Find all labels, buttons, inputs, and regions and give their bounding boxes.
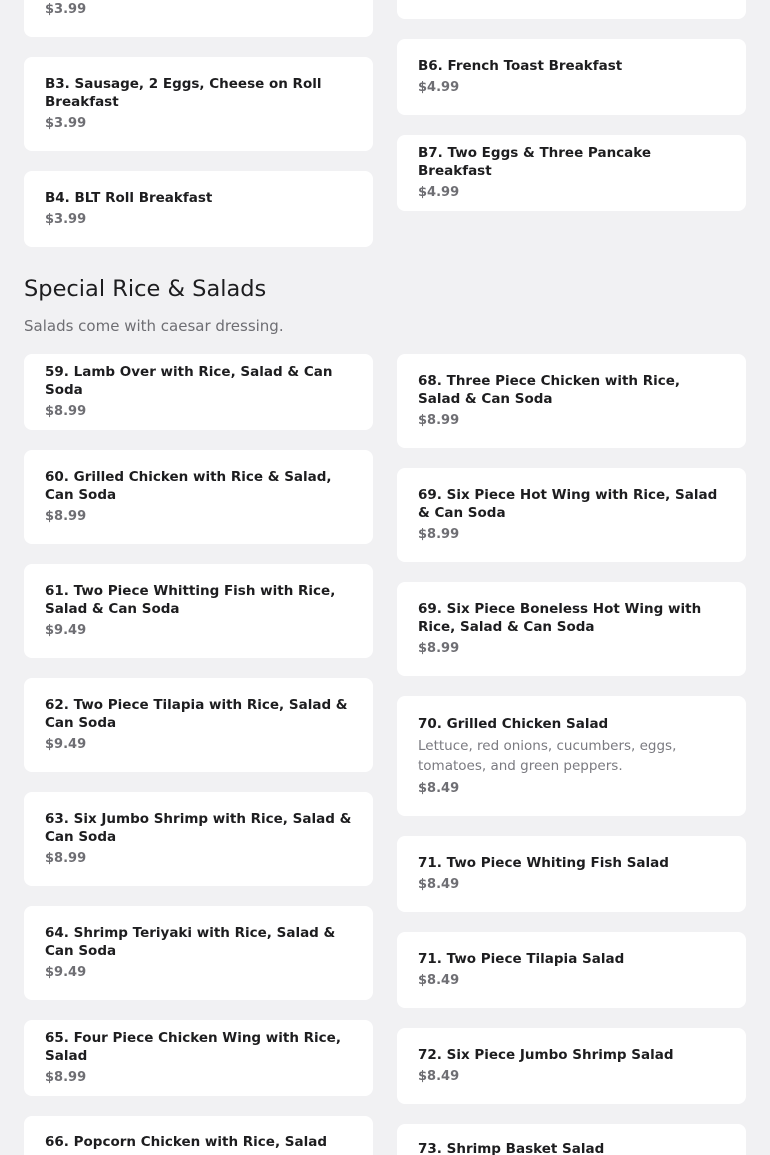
menu-item-card[interactable] — [397, 354, 746, 448]
item-price: $3.99 — [45, 116, 87, 131]
menu-item-card[interactable] — [24, 1020, 373, 1096]
item-name: B4. BLT Roll Breakfast — [45, 190, 213, 206]
menu-item-card[interactable] — [24, 678, 373, 772]
menu-item-card[interactable] — [24, 792, 373, 886]
item-name: B3. Sausage, 2 Eggs, Cheese on Roll Breakfast — [45, 76, 322, 110]
section-description: Salads come with caesar dressing. — [24, 317, 284, 335]
item-name: 70. Grilled Chicken Salad — [418, 715, 609, 732]
item-name: B7. Two Eggs & Three Pancake Breakfast — [418, 145, 652, 179]
item-name: 69. Six Piece Hot Wing with Rice, Salad & Can Soda — [418, 487, 718, 521]
menu-item-card[interactable] — [397, 932, 746, 1008]
item-name: 72. Six Piece Jumbo Shrimp Salad — [418, 1047, 674, 1063]
item-name: 71. Two Piece Whiting Fish Salad — [418, 855, 669, 871]
menu-item-card[interactable] — [24, 57, 373, 151]
menu-item-card[interactable] — [24, 354, 373, 430]
item-price: $9.49 — [45, 737, 87, 752]
item-name: 66. Popcorn Chicken with Rice, Salad — [45, 1134, 328, 1150]
menu-item-card[interactable] — [397, 39, 746, 115]
item-price: $8.99 — [45, 851, 87, 866]
item-price: $4.99 — [418, 80, 460, 95]
menu-item-card[interactable] — [24, 906, 373, 1000]
item-price: $8.99 — [45, 404, 87, 419]
menu-item-card[interactable] — [397, 468, 746, 562]
menu-item-card[interactable] — [397, 135, 746, 211]
item-name: 68. Three Piece Chicken with Rice, Salad & Can Soda — [418, 373, 681, 407]
item-name: B6. French Toast Breakfast — [418, 58, 623, 74]
item-name: 69. Six Piece Boneless Hot Wing with Rice, Salad & Can Soda — [418, 601, 702, 635]
menu-item-card[interactable] — [397, 696, 746, 816]
item-price: $8.99 — [45, 509, 87, 524]
item-price: $8.49 — [418, 780, 460, 796]
item-name: 73. Shrimp Basket Salad — [418, 1141, 605, 1155]
item-price: $8.99 — [45, 1070, 87, 1085]
section-title: Special Rice & Salads — [24, 276, 267, 302]
item-name: 61. Two Piece Whitting Fish with Rice, Salad & Can Soda — [45, 583, 336, 617]
item-price: $8.49 — [418, 973, 460, 988]
item-description: Lettuce, red onions, cucumbers, eggs, tomatoes, and green peppers. — [418, 737, 677, 774]
menu-item-card[interactable] — [24, 450, 373, 544]
item-price: $9.49 — [45, 623, 87, 638]
menu-item-card[interactable] — [397, 0, 746, 19]
item-name: 63. Six Jumbo Shrimp with Rice, Salad & Can Soda — [45, 811, 352, 845]
menu-item-card[interactable] — [24, 564, 373, 658]
item-price: $8.49 — [418, 877, 460, 892]
item-price: $3.99 — [45, 212, 87, 227]
item-name: 59. Lamb Over with Rice, Salad & Can Soda — [45, 364, 333, 398]
menu-item-card[interactable] — [397, 1124, 746, 1155]
menu-item-card[interactable] — [24, 0, 373, 37]
item-price: $8.99 — [418, 413, 460, 428]
item-name: 62. Two Piece Tilapia with Rice, Salad & Can Soda — [45, 697, 348, 731]
item-price: $8.99 — [418, 527, 460, 542]
menu-item-card[interactable] — [24, 1116, 373, 1155]
item-name: 64. Shrimp Teriyaki with Rice, Salad & Can Soda — [45, 925, 336, 959]
item-price: $4.99 — [418, 185, 460, 200]
item-name: 71. Two Piece Tilapia Salad — [418, 951, 625, 967]
menu-item-card[interactable] — [397, 836, 746, 912]
item-price: $3.99 — [45, 2, 87, 17]
item-price: $8.99 — [418, 641, 460, 656]
item-name: 60. Grilled Chicken with Rice & Salad, Can Soda — [45, 469, 332, 503]
menu-item-card[interactable] — [24, 171, 373, 247]
menu-item-card[interactable] — [397, 582, 746, 676]
item-name: 65. Four Piece Chicken Wing with Rice, Salad — [45, 1030, 341, 1064]
menu-item-card[interactable] — [397, 1028, 746, 1104]
item-price: $8.49 — [418, 1069, 460, 1084]
item-price: $9.49 — [45, 965, 87, 980]
